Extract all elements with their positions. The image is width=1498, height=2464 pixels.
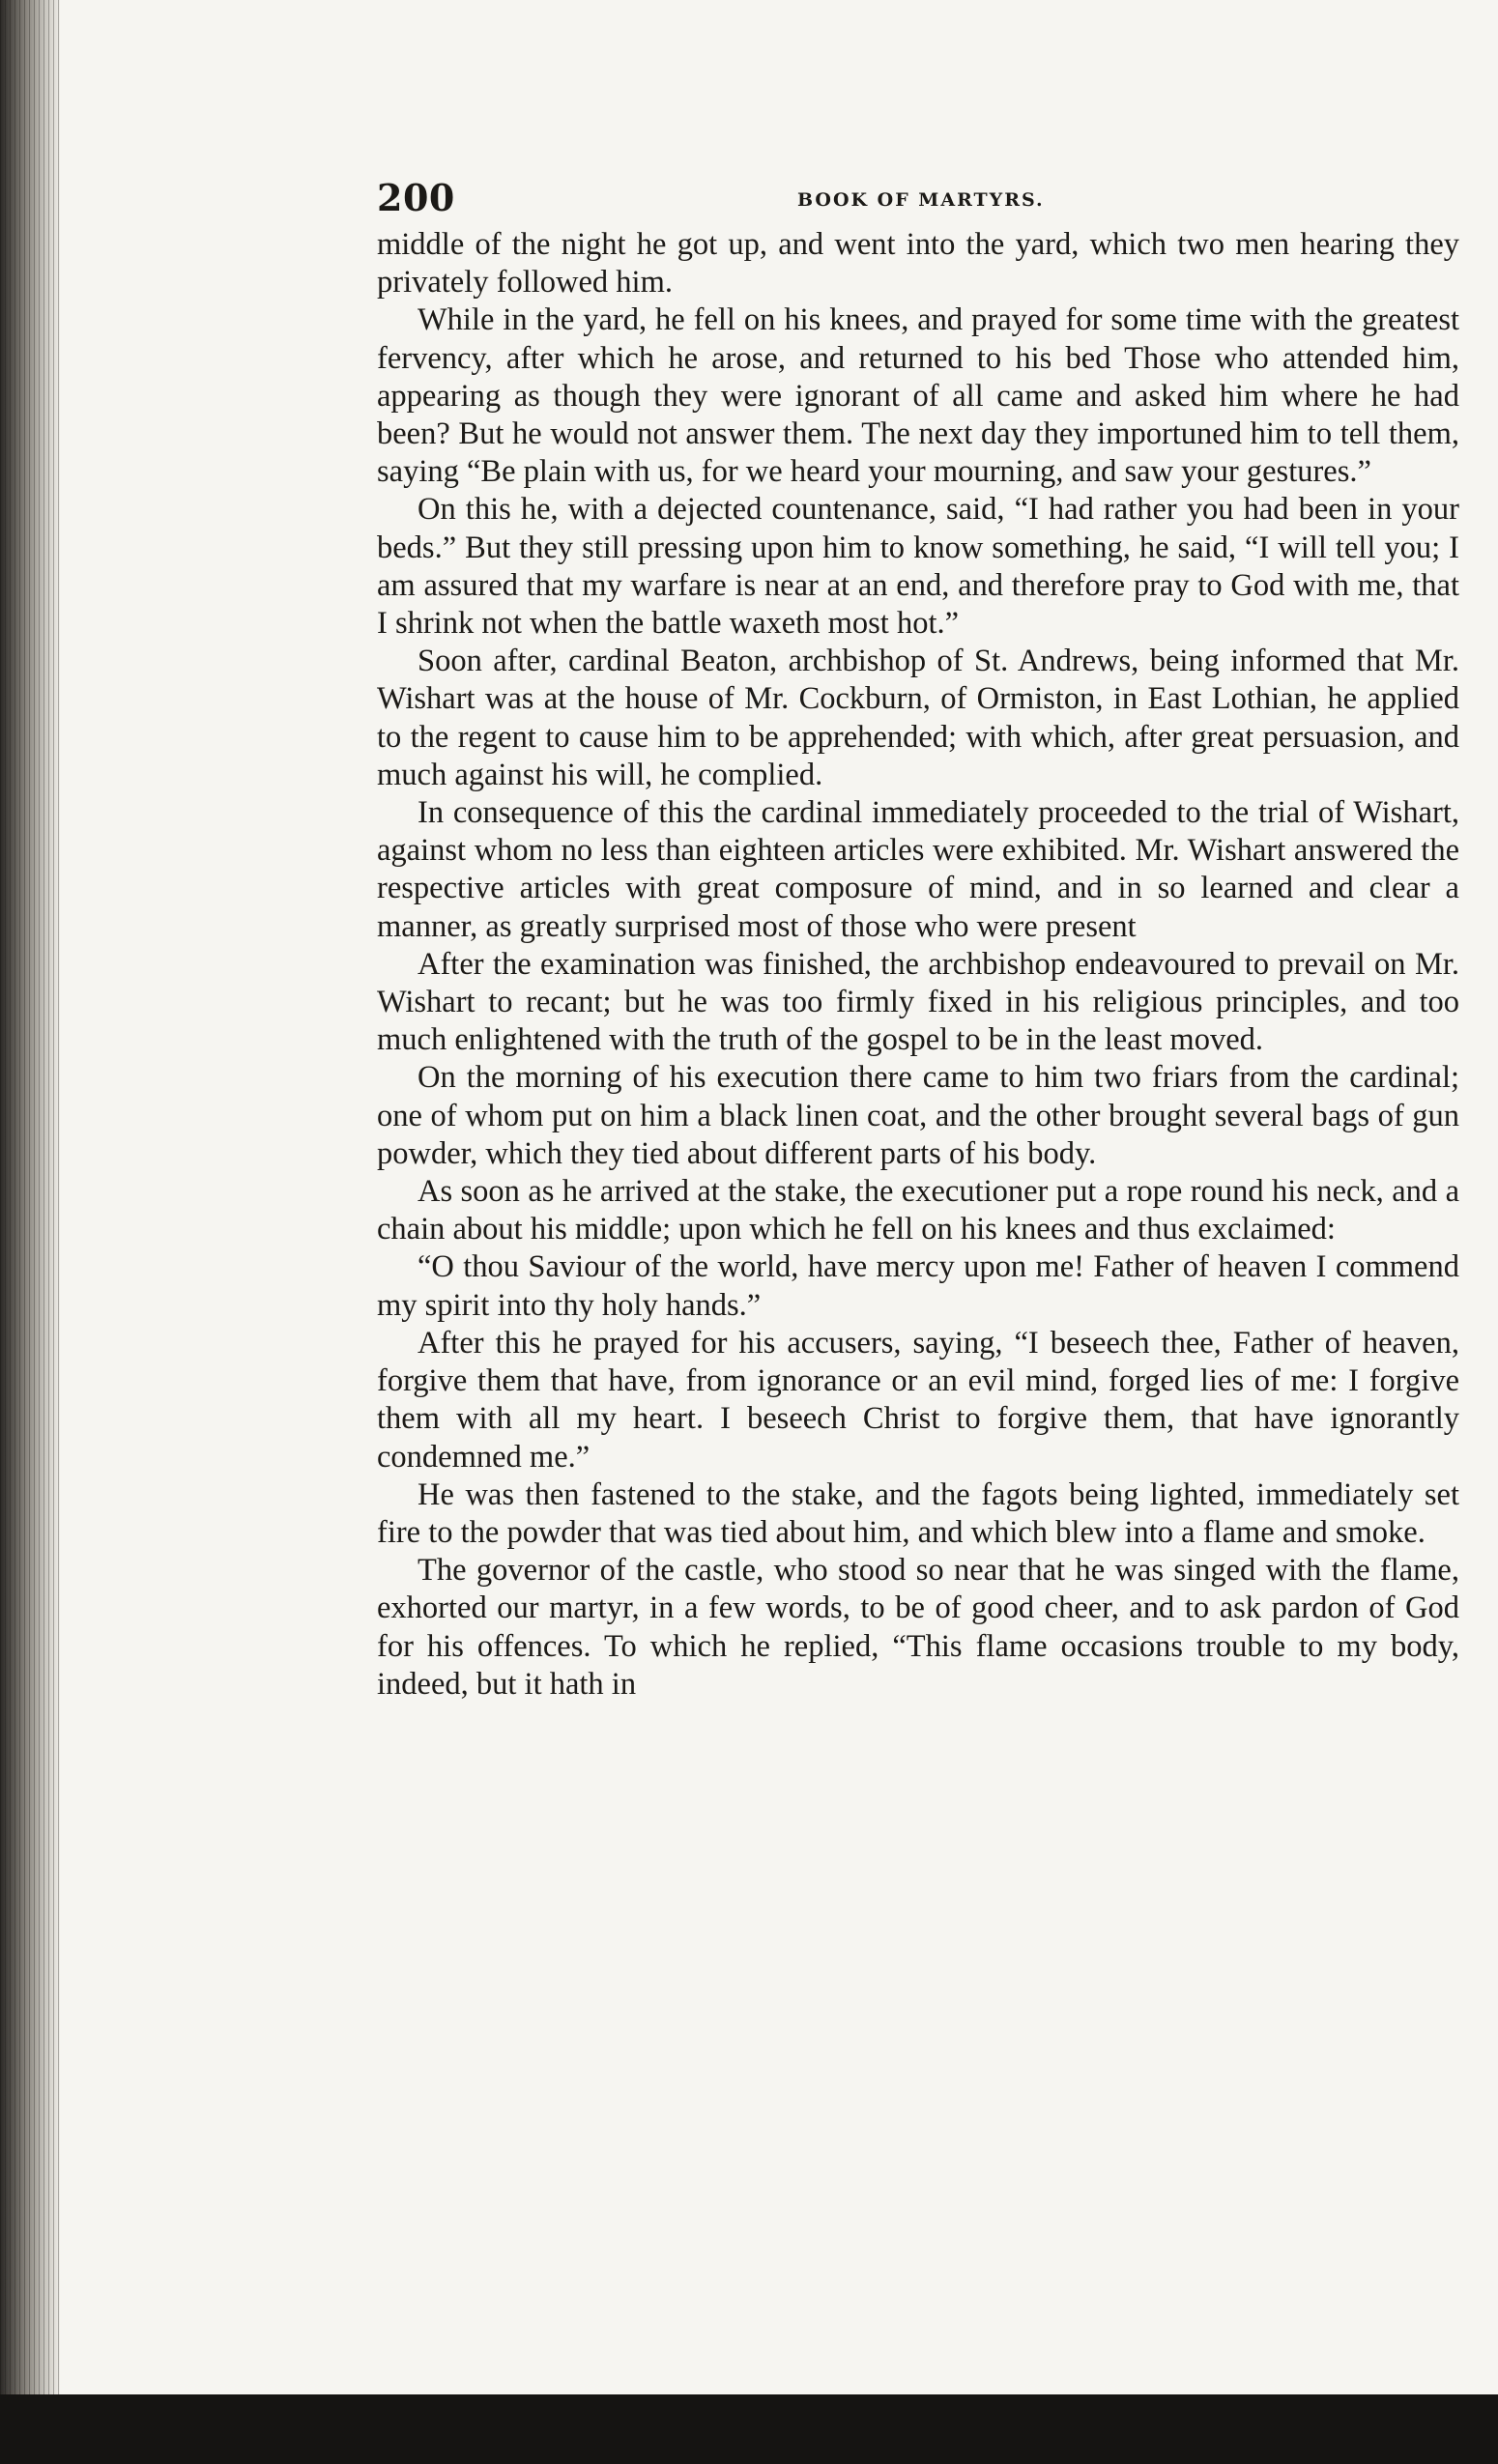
paragraph: As soon as he arrived at the stake, the executioner put a rope round his neck, and a chain about his middle; upon which he fell on his knees and thus exclaimed: [377, 1174, 1459, 1247]
paragraph: After this he prayed for his accusers, saying, “I beseech thee, Father of heaven, forgive them that have, from ignorance or an evil mind, forged lies of me: I forgive them with all my heart. I beseech Christ to forgive them, that have ignorantly condemned me.” [377, 1325, 1459, 1475]
paragraph: Soon after, cardinal Beaton, archbishop of St. Andrews, being informed that Mr. Wishart was at the house of Mr. Cockburn, of Ormiston, in East Lothian, he applied to the regent to cause him to be apprehended; with which, after great persuasion, and much against his will, he complied. [377, 644, 1459, 792]
paragraph: While in the yard, he fell on his knees, and prayed for some time with the greatest fervency, after which he arose, and returned to his bed Those who attended him, appearing as though they were ignorant of all came and asked him where he had been? But he would not answer them. The next day they importuned him to tell them, saying “Be plain with us, for we heard your mourning, and saw your gestures.” [377, 302, 1459, 490]
paragraph: On this he, with a dejected countenance, said, “I had rather you had been in your beds.” But they still pressing upon him to know something, he said, “I will tell you; I am assured that my warfare is near at an end, and therefore pray to God with me, that I shrink not when the battle waxeth most hot.” [377, 492, 1459, 642]
page-number: 200 [377, 176, 455, 219]
paragraph-continued: middle of the night he got up, and went into the yard, which two men hearing they privately followed him. [377, 227, 1459, 301]
book-page [377, 176, 1459, 1704]
running-title: BOOK OF MARTYRS. [797, 189, 1045, 211]
paragraph: After the examination was finished, the archbishop endeavoured to prevail on Mr. Wishart to recant; but he was too firmly fixed in his religious principles, and too much enlightened with the truth of the gospel to be in the least moved. [377, 946, 1459, 1058]
binding-texture [0, 0, 60, 2464]
paragraph: In consequence of this the cardinal immediately proceeded to the trial of Wishart, against whom no less than eighteen articles were exhibited. Mr. Wishart answered the respective articles with great composure of mind, and in so learned and clear a manner, as greatly surprised most of those who were present [377, 795, 1459, 944]
quoted-prayer: “O thou Saviour of the world, have mercy upon me! Father of heaven I commend my spirit into thy holy hands.” [377, 1249, 1459, 1323]
paragraph: The governor of the castle, who stood so near that he was singed with the flame, exhorted our martyr, in a few words, to be of good cheer, and to ask pardon of God for his offences. To which he replied, “This flame occasions trouble to my body, indeed, but it hath in [377, 1553, 1459, 1702]
scan-bottom-edge [0, 2394, 1498, 2464]
running-head [377, 176, 1459, 226]
paragraph: He was then fastened to the stake, and the fagots being lighted, immediately set fire to the powder that was tied about him, and which blew into a flame and smoke. [377, 1476, 1459, 1550]
paragraph: On the morning of his execution there came to him two friars from the cardinal; one of whom put on him a black linen coat, and the other brought several bags of gun powder, which they tied about different parts of his body. [377, 1060, 1459, 1171]
